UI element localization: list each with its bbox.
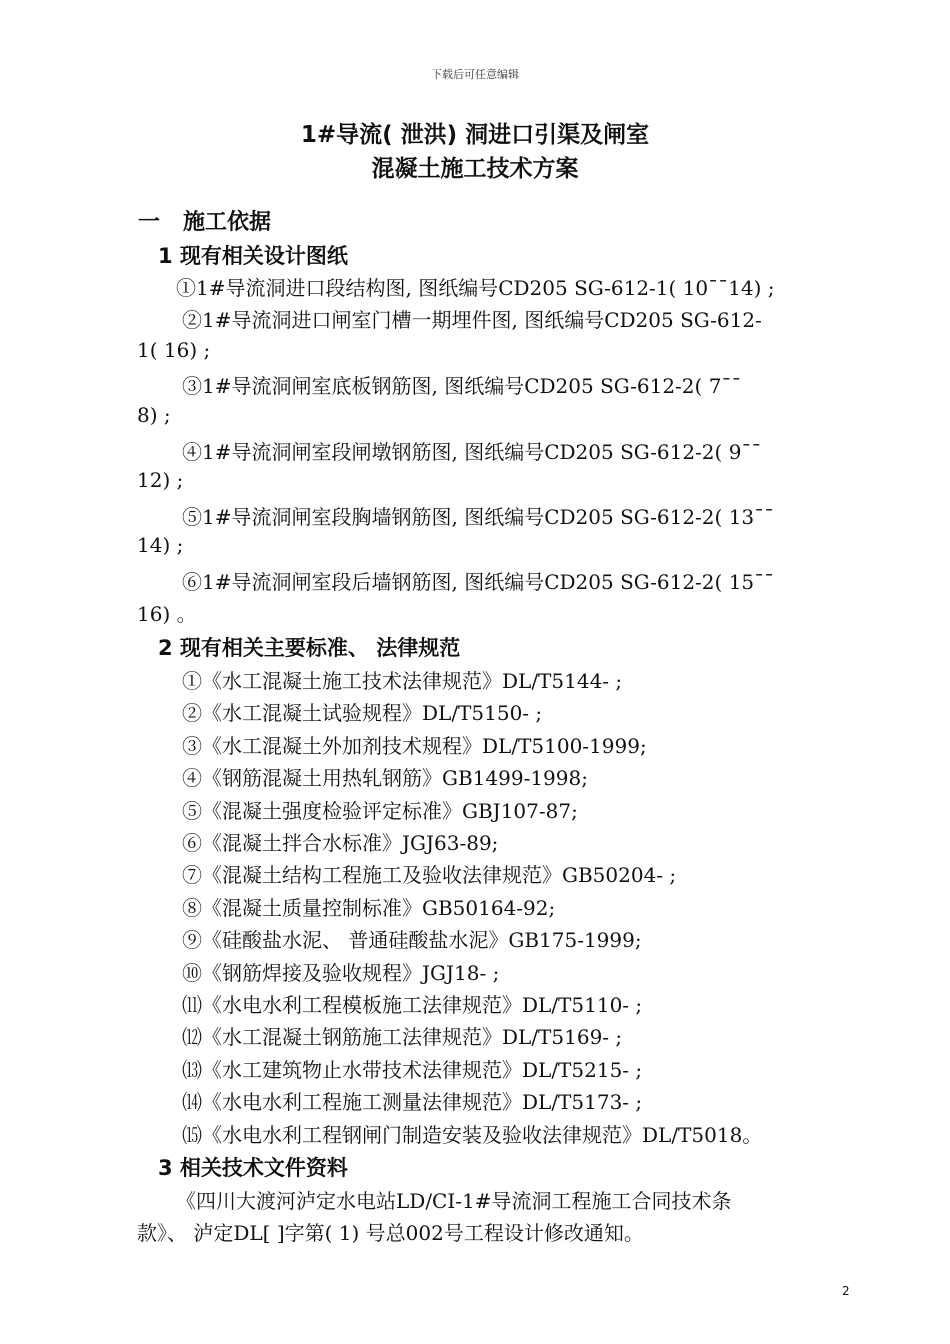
standard-item: ⑧《混凝土质量控制标准》GB50164-92;: [182, 896, 556, 920]
drawing-line: ④1#导流洞闸室段闸墩钢筋图, 图纸编号CD205 SG-612-2( 9¯¯: [182, 440, 762, 464]
section-title: 施工依据: [183, 210, 272, 235]
standard-item: ⑦《混凝土结构工程施工及验收法律规范》GB50204- ;: [182, 863, 677, 887]
standard-item: ④《钢筋混凝土用热轧钢筋》GB1499-1998;: [182, 766, 588, 790]
drawing-line: 1( 16) ;: [137, 338, 211, 362]
document-title-line-1: 1#导流( 泄洪) 洞进口引渠及闸室: [300, 122, 650, 148]
standard-item: ⒀《水工建筑物止水带技术法律规范》DL/T5215- ;: [182, 1058, 643, 1082]
standard-item: ②《水工混凝土试验规程》DL/T5150- ;: [182, 701, 543, 725]
drawing-line: 16) 。: [137, 602, 197, 626]
standard-item: ⑨《硅酸盐水泥、 普通硅酸盐水泥》GB175-1999;: [182, 928, 642, 952]
drawing-line: ⑤1#导流洞闸室段胸墙钢筋图, 图纸编号CD205 SG-612-2( 13¯¯: [182, 505, 775, 529]
subsection-3-heading: 3 相关技术文件资料: [158, 1156, 348, 1180]
standard-item: ⒁《水电水利工程施工测量法律规范》DL/T5173- ;: [182, 1090, 643, 1114]
standard-item: ⑿《水工混凝土钢筋施工法律规范》DL/T5169- ;: [182, 1025, 623, 1049]
standard-item: ⑾《水电水利工程模板施工法律规范》DL/T5110- ;: [182, 993, 643, 1017]
drawing-line: ⑥1#导流洞闸室段后墙钢筋图, 图纸编号CD205 SG-612-2( 15¯¯: [182, 570, 775, 594]
drawing-line: ③1#导流洞闸室底板钢筋图, 图纸编号CD205 SG-612-2( 7¯¯: [182, 374, 742, 398]
subsection-2-heading: 2 现有相关主要标准、 法律规范: [158, 636, 461, 660]
section-heading: [138, 205, 271, 236]
standard-item: ⑤《混凝土强度检验评定标准》GBJ107-87;: [182, 799, 578, 823]
standard-item: ①《水工混凝土施工技术法律规范》DL/T5144- ;: [182, 669, 623, 693]
standard-item: ③《水工混凝土外加剂技术规程》DL/T5100-1999;: [182, 734, 647, 758]
drawing-line: 14) ;: [137, 533, 184, 557]
document-reference-line: 《四川大渡河泸定水电站LD/CⅠ-1#导流洞工程施工合同技术条: [176, 1189, 732, 1213]
document-reference-line: 款》、 泸定DL[ ]字第( 1) 号总002号工程设计修改通知。: [137, 1221, 644, 1245]
page-number: 2: [842, 1284, 850, 1298]
page-header: 下载后可任意编辑: [431, 68, 519, 81]
document-title-line-2: 混凝土施工技术方案: [371, 156, 579, 182]
drawing-line: ②1#导流洞进口闸室门槽一期埋件图, 图纸编号CD205 SG-612-: [182, 308, 762, 332]
standard-item: ⒂《水电水利工程钢闸门制造安装及验收法律规范》DL/T5018。: [182, 1123, 763, 1147]
drawing-line: ①1#导流洞进口段结构图, 图纸编号CD205 SG-612-1( 10¯¯14) ;: [176, 276, 775, 300]
standard-item: ⑥《混凝土拌合水标准》JGJ63-89;: [182, 831, 499, 855]
section-number: 一: [138, 210, 161, 235]
standard-item: ⑩《钢筋焊接及验收规程》JGJ18- ;: [182, 961, 500, 985]
drawing-line: 12) ;: [137, 468, 184, 492]
subsection-1-heading: 1 现有相关设计图纸: [158, 244, 348, 268]
drawing-line: 8) ;: [137, 403, 171, 427]
